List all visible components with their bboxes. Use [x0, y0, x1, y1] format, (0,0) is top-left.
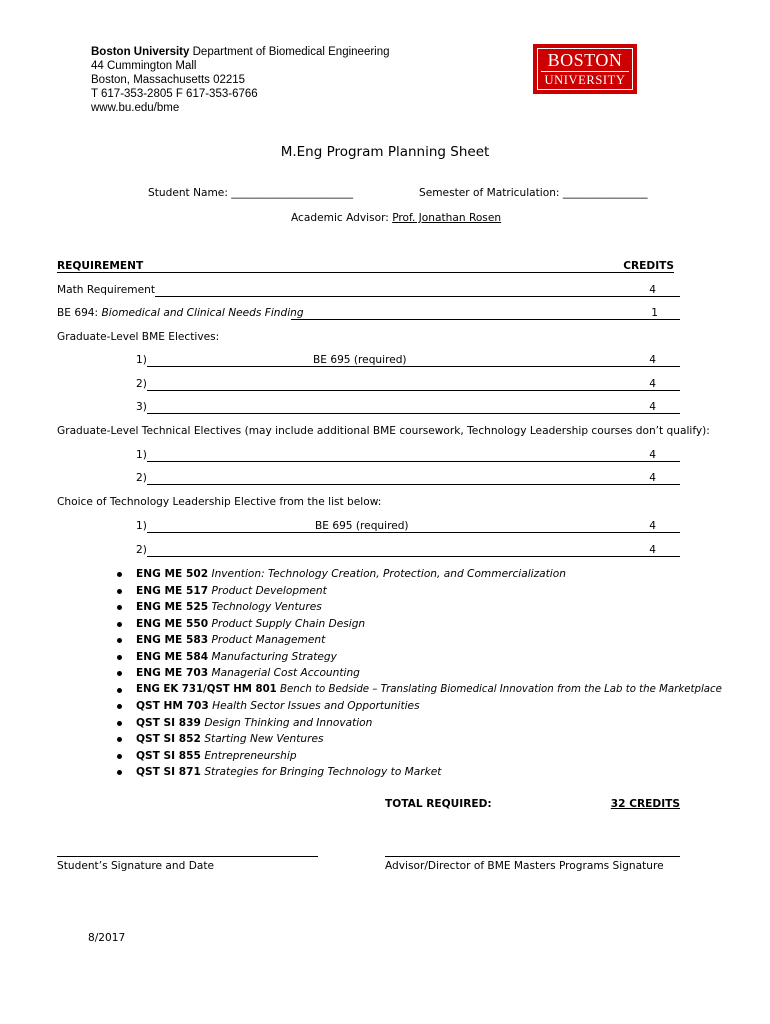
course-item — [136, 699, 420, 713]
bullet-icon — [117, 638, 122, 643]
leadership-2-num: 2) — [136, 544, 147, 556]
bme-elective-1-credits: 4 — [649, 354, 656, 366]
bullet-icon — [117, 655, 122, 660]
course-item — [136, 567, 566, 581]
student-name-field[interactable]: Student Name: _______________________ — [148, 187, 354, 199]
course-title: Bench to Bedside – Translating Biomedical Innovation from the Lab to the Marketplace — [280, 684, 722, 695]
math-line[interactable] — [155, 296, 680, 297]
tech-elective-1-line[interactable] — [147, 461, 680, 462]
course-code: ENG ME 502 — [136, 568, 209, 580]
bme-elective-3-num: 3) — [136, 401, 147, 413]
logo-line-2: UNIVERSITY — [544, 73, 626, 87]
leadership-1-num: 1) — [136, 520, 147, 532]
bullet-icon — [117, 671, 122, 676]
be694-code: BE 694: — [57, 307, 99, 319]
header-rule — [57, 272, 674, 273]
math-requirement-label: Math Requirement — [57, 284, 155, 296]
course-code: ENG ME 517 — [136, 585, 209, 597]
course-title: Product Development — [211, 585, 327, 597]
bullet-icon — [117, 589, 122, 594]
department-name: Department of Biomedical Engineering — [192, 46, 390, 58]
course-item — [136, 650, 337, 664]
leadership-1-credits: 4 — [649, 520, 656, 532]
credits-header: CREDITS — [623, 260, 674, 272]
tech-elective-1-num: 1) — [136, 449, 147, 461]
course-item — [136, 666, 360, 680]
course-title: Managerial Cost Accounting — [211, 667, 360, 679]
leadership-label: Choice of Technology Leadership Elective from the list below: — [57, 496, 382, 508]
course-item — [136, 600, 322, 614]
bullet-icon — [117, 704, 122, 709]
course-title: Starting New Ventures — [204, 733, 324, 745]
math-credits: 4 — [649, 284, 656, 296]
course-code: ENG ME 525 — [136, 601, 209, 613]
course-title: Strategies for Bringing Technology to Market — [204, 766, 442, 778]
bullet-icon — [117, 605, 122, 610]
course-code: ENG ME 584 — [136, 651, 209, 663]
advisor-name[interactable]: Prof. Jonathan Rosen — [392, 212, 502, 224]
website: www.bu.edu/bme — [91, 102, 180, 114]
boston-university-logo — [533, 44, 637, 94]
leadership-1-text: BE 695 (required) — [315, 520, 409, 532]
semester-field[interactable]: Semester of Matriculation: ________________ — [419, 187, 648, 199]
page-title: M.Eng Program Planning Sheet — [280, 144, 490, 160]
header-line-1 — [91, 45, 390, 59]
bme-electives-label: Graduate-Level BME Electives: — [57, 331, 220, 343]
bme-elective-2-line[interactable] — [147, 390, 680, 391]
student-signature-line[interactable] — [57, 856, 318, 857]
total-required-value: 32 CREDITS — [610, 798, 680, 810]
course-code: ENG EK 731/QST HM 801 — [136, 684, 277, 695]
course-code: QST SI 855 — [136, 750, 201, 762]
bme-elective-1-text: BE 695 (required) — [313, 354, 407, 366]
tech-elective-1-credits: 4 — [649, 449, 656, 461]
course-code: ENG ME 583 — [136, 634, 209, 646]
university-name: Boston University — [91, 46, 190, 58]
be694-line[interactable] — [291, 319, 680, 320]
address-line-1: 44 Cummington Mall — [91, 60, 197, 72]
course-code: QST SI 852 — [136, 733, 201, 745]
be694-title: Biomedical and Clinical Needs Finding — [101, 307, 304, 319]
revision-date: 8/2017 — [88, 932, 126, 944]
course-item — [136, 683, 722, 697]
be694-credits: 1 — [651, 307, 658, 319]
course-title: Product Management — [211, 634, 326, 646]
leadership-2-credits: 4 — [649, 544, 656, 556]
advisor-label: Academic Advisor: — [291, 212, 389, 224]
course-title: Product Supply Chain Design — [211, 618, 366, 630]
leadership-1-line[interactable] — [147, 532, 680, 533]
student-signature-label: Student’s Signature and Date — [57, 860, 215, 872]
tech-electives-label: Graduate-Level Technical Electives (may include additional BME coursework, Technology Leadership courses don’t qualify): — [57, 425, 710, 437]
bullet-icon — [117, 737, 122, 742]
course-item — [136, 749, 297, 763]
advisor-signature-label: Advisor/Director of BME Masters Programs Signature — [385, 860, 664, 872]
advisor-line — [291, 211, 501, 225]
total-required-label: TOTAL REQUIRED: — [385, 798, 492, 810]
tech-elective-2-credits: 4 — [649, 472, 656, 484]
course-item — [136, 716, 372, 730]
leadership-2-line[interactable] — [147, 556, 680, 557]
requirement-header: REQUIREMENT — [57, 260, 144, 272]
be694-label — [57, 306, 304, 320]
phone-fax: T 617-353-2805 F 617-353-6766 — [91, 88, 258, 100]
course-item — [136, 617, 365, 631]
course-item — [136, 584, 327, 598]
bullet-icon — [117, 754, 122, 759]
course-title: Entrepreneurship — [204, 750, 297, 762]
course-item — [136, 633, 325, 647]
bme-elective-1-line[interactable] — [147, 366, 680, 367]
bme-elective-1-num: 1) — [136, 354, 147, 366]
course-title: Health Sector Issues and Opportunities — [212, 700, 420, 712]
course-code: ENG ME 703 — [136, 667, 209, 679]
bme-elective-3-line[interactable] — [147, 413, 680, 414]
bme-elective-3-credits: 4 — [649, 401, 656, 413]
course-title: Technology Ventures — [211, 601, 322, 613]
bullet-icon — [117, 770, 122, 775]
course-item — [136, 732, 324, 746]
bullet-icon — [117, 622, 122, 627]
course-title: Design Thinking and Innovation — [204, 717, 373, 729]
course-code: ENG ME 550 — [136, 618, 209, 630]
course-item — [136, 765, 441, 779]
advisor-signature-line[interactable] — [385, 856, 680, 857]
course-title: Invention: Technology Creation, Protection, and Commercialization — [211, 568, 566, 580]
bme-elective-2-num: 2) — [136, 378, 147, 390]
course-code: QST SI 839 — [136, 717, 201, 729]
address-line-2: Boston, Massachusetts 02215 — [91, 74, 246, 86]
course-title: Manufacturing Strategy — [211, 651, 337, 663]
logo-line-1: BOSTON — [547, 50, 623, 70]
tech-elective-2-line[interactable] — [147, 484, 680, 485]
bullet-icon — [117, 721, 122, 726]
bullet-icon — [117, 572, 122, 577]
course-code: QST SI 871 — [136, 766, 201, 778]
course-code: QST HM 703 — [136, 700, 209, 712]
tech-elective-2-num: 2) — [136, 472, 147, 484]
bullet-icon — [117, 688, 122, 693]
bme-elective-2-credits: 4 — [649, 378, 656, 390]
